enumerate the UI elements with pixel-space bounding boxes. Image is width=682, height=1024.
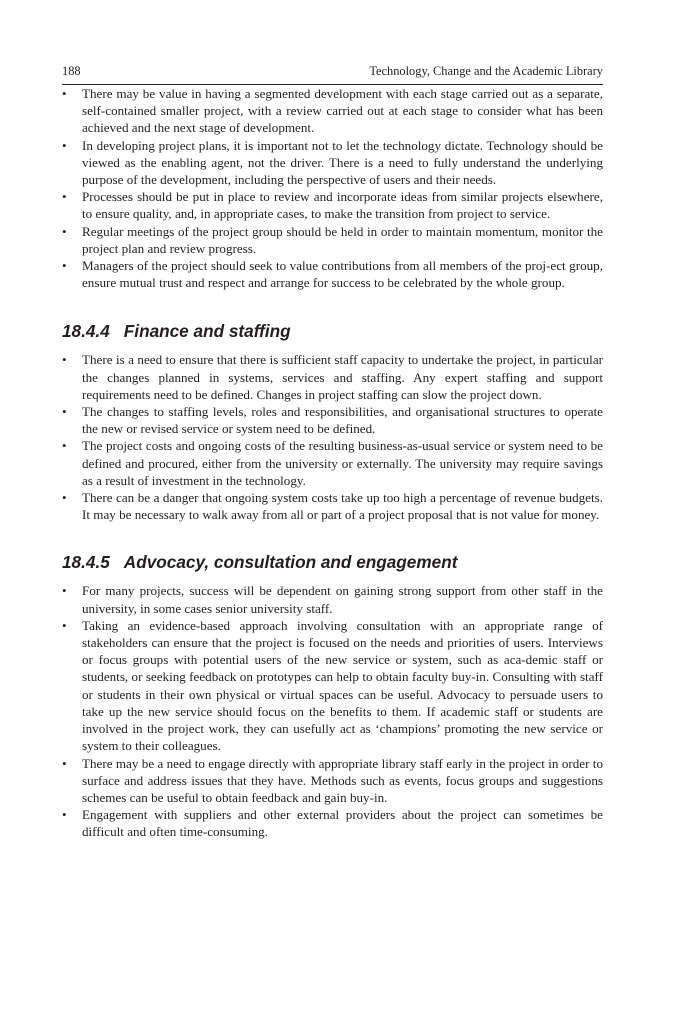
bullet-glyph: •: [62, 490, 67, 506]
page-number: 188: [62, 64, 81, 78]
list-item-text: There can be a danger that ongoing system costs take up too high a percentage of revenue budgets. It may be necessary to walk away from all or part of a project proposal that is not value for money.: [82, 490, 603, 523]
running-title: Technology, Change and the Academic Library: [369, 64, 603, 78]
bullet-glyph: •: [62, 755, 67, 771]
list-item: [62, 85, 603, 137]
bullet-glyph: •: [62, 404, 67, 420]
list-item-text: Processes should be put in place to review and incorporate ideas from similar projects elsewhere, to ensure quality, and, in appropriate cases, to make the transition from project to service.: [82, 189, 603, 222]
list-item-text: In developing project plans, it is important not to let the technology dictate. Technology should be viewed as the enabling agent, not the driver. There is a need to fully understand the underlying purpose of the development, including the perspective of users and their needs.: [82, 137, 603, 188]
book-page: [62, 64, 603, 841]
bullet-glyph: •: [62, 807, 67, 823]
list-item: [62, 582, 603, 616]
list-item-text: There is a need to ensure that there is sufficient staff capacity to undertake the project, in particular the changes planned in systems, services and staffing. Any expert staffing and support requirements need to be defined. Changes in project staffing can slow the project down.: [82, 352, 603, 402]
section-title: Finance and staffing: [123, 321, 291, 342]
section-number: 18.4.4: [62, 321, 110, 342]
bullet-glyph: •: [62, 258, 67, 274]
bullet-glyph: •: [62, 189, 67, 205]
list-item: [62, 351, 603, 403]
bullet-glyph: •: [62, 352, 67, 368]
running-header: [62, 64, 603, 85]
section-number: 18.4.5: [62, 552, 110, 573]
list-item: [62, 257, 603, 291]
bullet-list-finance-staffing: [62, 351, 603, 523]
list-item-text: Regular meetings of the project group should be held in order to maintain momentum, monitor the project plan and review progress.: [82, 223, 603, 256]
list-item-text: For many projects, success will be dependent on gaining strong support from other staff in the university, in some cases senior university staff.: [82, 583, 603, 616]
section-title: Advocacy, consultation and engagement: [123, 552, 458, 573]
list-item-text: Taking an evidence-based approach involving consultation with an appropriate range of stakeholders can ensure that the project is focused on the needs and priorities of users. Interviews or focus groups with potential users of the new service or system, such as aca-demic staff or students, or seeking feedback on prototypes can help to obtain faculty buy-in. Consulting with staff or students in their own physical or virtual spaces can be useful. Advocacy to persuade users to take up the new service should focus on the benefits to them. If academic staff or students are involved in the project work, they can usefully act as ‘champions’ promoting the new service or system to their colleagues.: [82, 617, 603, 754]
bullet-glyph: •: [62, 137, 67, 153]
list-item: [62, 755, 603, 807]
bullet-glyph: •: [62, 86, 67, 101]
list-item-text: The project costs and ongoing costs of the resulting business-as-usual service or system need to be defined and procured, either from the university or externally. The university may require savings as a result of investment in the technology.: [82, 438, 603, 488]
list-item-text: The changes to staffing levels, roles and responsibilities, and organisational structures to operate the new or revised service or system need to be defined.: [82, 404, 603, 437]
list-item: [62, 188, 603, 222]
list-item: [62, 489, 603, 523]
bullet-glyph: •: [62, 583, 67, 599]
list-item-text: Engagement with suppliers and other external providers about the project can sometimes be difficult and often time-consuming.: [82, 807, 603, 840]
section-heading-finance-staffing: [62, 321, 603, 341]
list-item: [62, 223, 603, 257]
list-item-text: Managers of the project should seek to value contributions from all members of the proj-ect group, ensure mutual trust and respect and arrange for success to be celebrated by the whole group.: [82, 258, 603, 291]
bullet-list-project-management: [62, 85, 603, 291]
bullet-glyph: •: [62, 617, 67, 633]
list-item: [62, 437, 603, 489]
bullet-glyph: •: [62, 223, 67, 239]
list-item: [62, 403, 603, 437]
list-item: [62, 806, 603, 840]
bullet-glyph: •: [62, 438, 67, 454]
list-item: [62, 137, 603, 189]
section-heading-advocacy: [62, 552, 603, 572]
bullet-list-advocacy: [62, 582, 603, 840]
list-item: [62, 617, 603, 755]
list-item-text: There may be value in having a segmented development with each stage carried out as a separate, self-contained smaller project, with a review carried out at each stage to consider what has been achieved and the next stage of development.: [82, 86, 603, 136]
list-item-text: There may be a need to engage directly with appropriate library staff early in the project in order to surface and address issues that they have. Methods such as events, focus groups and suggestions schemes can be useful to obtain feedback and gain buy-in.: [82, 755, 603, 805]
